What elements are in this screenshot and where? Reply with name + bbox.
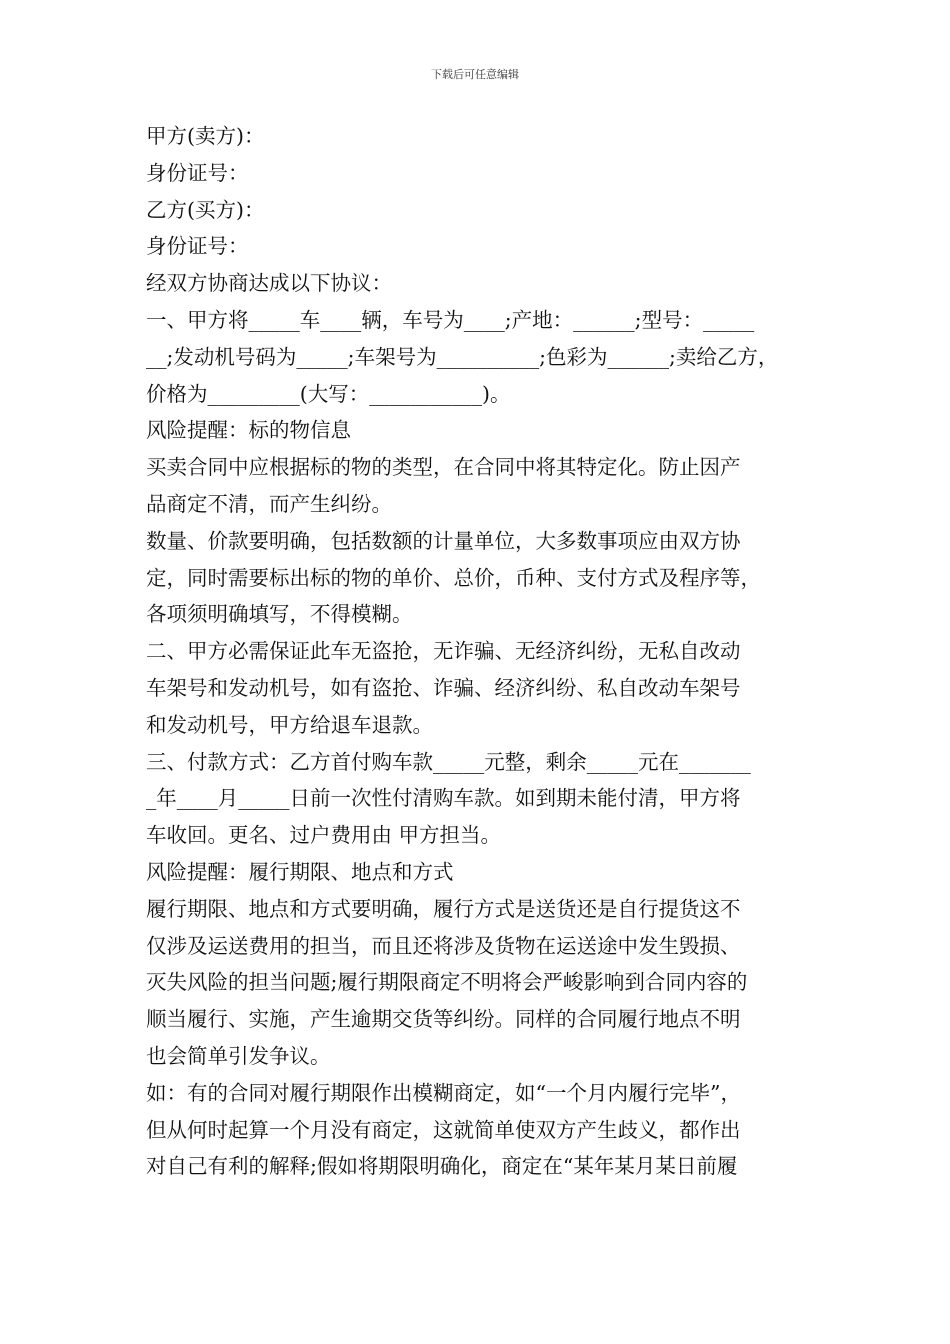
text-line: 仅涉及运送费用的担当，而且还将涉及货物在运送途中发生毁损、 [146,933,741,958]
text-line: 品商定不清，而产生纠纷。 [146,491,392,516]
text-line: 三、付款方式：乙方首付购车款_____元整，剩余_____元在_______ [146,749,751,774]
text-line: 甲方(卖方)： [146,124,265,148]
text-line: 二、甲方必需保证此车无盗抢，无诈骗、无经济纠纷，无私自改动 [146,639,741,664]
text-line: 数量、价款要明确，包括数额的计量单位，大多数事项应由双方协 [146,528,741,553]
text-line: 买卖合同中应根据标的物的类型，在合同中将其特定化。防止因产 [146,455,741,480]
document-body [146,118,826,1185]
text-line: _年____月_____日前一次性付清购车款。如到期未能付清，甲方将 [146,786,741,811]
text-line: 和发动机号，甲方给退车退款。 [146,712,433,737]
text-line: 履行期限、地点和方式要明确，履行方式是送货还是自行提货这不 [146,896,741,921]
text-line: 但从何时起算一个月没有商定，这就简单使双方产生歧义，都作出 [146,1117,741,1142]
text-line: 灭失风险的担当问题;履行期限商定不明将会严峻影响到合同内容的 [146,970,748,995]
text-line: 如：有的合同对履行期限作出模糊商定，如“一个月内履行完毕”， [146,1080,741,1105]
text-line: 乙方(买方)： [146,197,265,222]
text-line: 经双方协商达成以下协议： [146,271,392,296]
text-line: 身份证号： [146,234,249,259]
text-line: 风险提醒：履行期限、地点和方式 [146,859,454,884]
page-header: 下载后可任意编辑 [431,68,519,81]
text-line: 定，同时需要标出标的物的单价、总价，币种、支付方式及程序等， [146,565,761,590]
text-line: 价格为_________(大写：___________)。 [146,381,511,406]
text-line: 各项须明确填写，不得模糊。 [146,602,413,627]
text-line: 风险提醒：标的物信息 [146,418,351,443]
text-line: 车收回。更名、过户费用由 甲方担当。 [146,823,502,848]
text-line: 顺当履行、实施，产生逾期交货等纠纷。同样的合同履行地点不明 [146,1007,741,1032]
text-line: 也会简单引发争议。 [146,1043,331,1068]
text-line: 对自己有利的解释;假如将期限明确化，商定在“某年某月某日前履 [146,1154,738,1179]
text-line: __;发动机号码为_____;车架号为__________;色彩为______;卖给乙方， [146,344,779,369]
text-line: 一、甲方将_____车____辆，车号为____;产地：______;型号：_____ [146,307,755,332]
text-line: 车架号和发动机号，如有盗抢、诈骗、经济纠纷、私自改动车架号 [146,675,741,700]
text-line: 身份证号： [146,160,249,185]
